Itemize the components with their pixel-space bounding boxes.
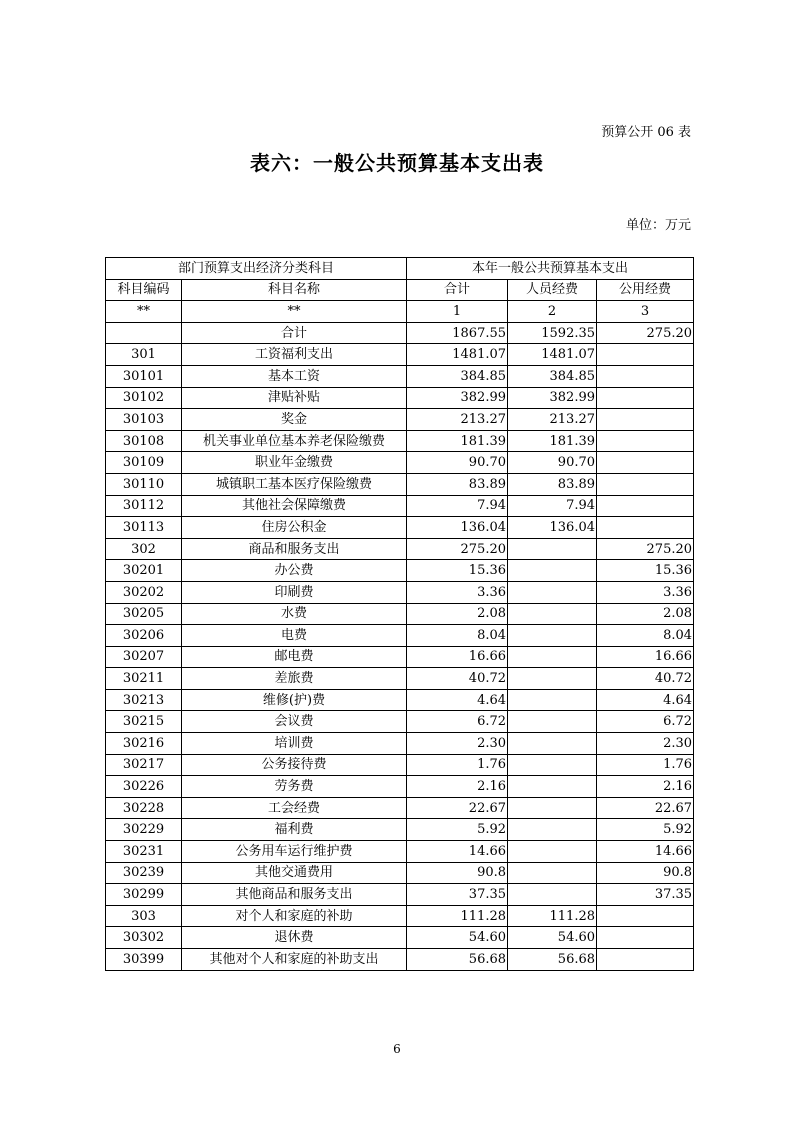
row-total-cell: 16.66 [407,646,508,668]
row-code-cell: 30205 [106,603,182,625]
table-row [106,495,694,517]
row-total-cell: 54.60 [407,927,508,949]
table-code-label: 预算公开 06 表 [601,125,691,140]
row-name-cell: 会议费 [182,711,407,733]
group-header-expenditure: 本年一般公共预算基本支出 [407,258,694,280]
row-code-cell: 30228 [106,797,182,819]
row-personnel-cell [508,581,597,603]
row-code-cell: 30239 [106,862,182,884]
row-total-cell: 8.04 [407,625,508,647]
unit-label: 单位：万元 [625,218,691,233]
row-code-cell: 30108 [106,430,182,452]
row-total-cell: 2.08 [407,603,508,625]
row-total-cell: 14.66 [407,841,508,863]
row-name-cell: 劳务费 [182,776,407,798]
row-name-cell: 工会经费 [182,797,407,819]
row-public-cell [597,387,694,409]
row-public-cell: 6.72 [597,711,694,733]
row-public-cell: 90.8 [597,862,694,884]
row-total-cell: 4.64 [407,689,508,711]
row-personnel-cell: 54.60 [508,927,597,949]
row-code-cell: 30302 [106,927,182,949]
table-row [106,819,694,841]
row-code-cell [106,322,182,344]
row-name-cell: 印刷费 [182,581,407,603]
row-code-cell: 303 [106,905,182,927]
index-row [106,301,694,323]
table-row [106,538,694,560]
row-code-cell: 30202 [106,581,182,603]
row-total-cell: 40.72 [407,668,508,690]
row-total-cell: 382.99 [407,387,508,409]
row-name-cell: 职业年金缴费 [182,452,407,474]
row-name-cell: 商品和服务支出 [182,538,407,560]
row-code-cell: 30217 [106,754,182,776]
row-total-cell: 90.8 [407,862,508,884]
row-public-cell [597,517,694,539]
group-header-classification: 部门预算支出经济分类科目 [106,258,407,280]
table-row [106,884,694,906]
row-personnel-cell [508,689,597,711]
row-personnel-cell: 111.28 [508,905,597,927]
row-public-cell: 3.36 [597,581,694,603]
row-total-cell: 275.20 [407,538,508,560]
row-total-cell: 7.94 [407,495,508,517]
row-personnel-cell [508,841,597,863]
budget-expenditure-table [105,257,694,971]
row-total-cell: 22.67 [407,797,508,819]
row-personnel-cell: 136.04 [508,517,597,539]
table-row [106,517,694,539]
row-code-cell: 30216 [106,733,182,755]
row-total-cell: 1867.55 [407,322,508,344]
row-public-cell [597,473,694,495]
row-code-cell: 30231 [106,841,182,863]
row-code-cell: 30206 [106,625,182,647]
row-personnel-cell [508,625,597,647]
row-public-cell: 4.64 [597,689,694,711]
row-public-cell: 15.36 [597,560,694,582]
table-row [106,430,694,452]
table-row [106,560,694,582]
row-code-cell: 302 [106,538,182,560]
row-personnel-cell: 384.85 [508,365,597,387]
table-row [106,387,694,409]
row-personnel-cell [508,560,597,582]
row-name-cell: 工资福利支出 [182,344,407,366]
row-public-cell [597,430,694,452]
table-row [106,322,694,344]
row-public-cell: 22.67 [597,797,694,819]
table-row [106,689,694,711]
row-code-cell: 30201 [106,560,182,582]
row-public-cell [597,495,694,517]
row-code-cell: 30226 [106,776,182,798]
row-personnel-cell: 90.70 [508,452,597,474]
column-header-code: 科目编码 [106,279,182,301]
row-public-cell: 14.66 [597,841,694,863]
table-row [106,409,694,431]
table-row [106,473,694,495]
row-code-cell: 301 [106,344,182,366]
row-public-cell: 2.08 [597,603,694,625]
row-code-cell: 30299 [106,884,182,906]
row-public-cell: 2.30 [597,733,694,755]
row-public-cell [597,365,694,387]
row-public-cell [597,927,694,949]
row-public-cell: 275.20 [597,538,694,560]
row-personnel-cell [508,646,597,668]
row-public-cell [597,344,694,366]
row-name-cell: 基本工资 [182,365,407,387]
row-public-cell: 1.76 [597,754,694,776]
column-header-total: 合计 [407,279,508,301]
row-total-cell: 2.30 [407,733,508,755]
row-public-cell: 40.72 [597,668,694,690]
row-public-cell: 37.35 [597,884,694,906]
row-personnel-cell [508,538,597,560]
row-personnel-cell [508,668,597,690]
index-cell: ** [182,301,407,323]
column-header-public: 公用经费 [597,279,694,301]
row-total-cell: 6.72 [407,711,508,733]
row-total-cell: 2.16 [407,776,508,798]
row-total-cell: 111.28 [407,905,508,927]
row-total-cell: 1481.07 [407,344,508,366]
row-personnel-cell [508,797,597,819]
table-row [106,452,694,474]
table-body [106,322,694,970]
column-header-name: 科目名称 [182,279,407,301]
row-name-cell: 水费 [182,603,407,625]
table-row [106,841,694,863]
row-personnel-cell [508,862,597,884]
row-name-cell: 公务用车运行维护费 [182,841,407,863]
row-code-cell: 30112 [106,495,182,517]
column-header-row [106,279,694,301]
row-personnel-cell [508,754,597,776]
row-public-cell: 5.92 [597,819,694,841]
row-total-cell: 15.36 [407,560,508,582]
row-personnel-cell: 181.39 [508,430,597,452]
row-public-cell: 275.20 [597,322,694,344]
row-code-cell: 30101 [106,365,182,387]
table-row [106,668,694,690]
row-total-cell: 5.92 [407,819,508,841]
table-row [106,927,694,949]
row-public-cell [597,905,694,927]
row-total-cell: 213.27 [407,409,508,431]
row-name-cell: 其他交通费用 [182,862,407,884]
row-personnel-cell: 83.89 [508,473,597,495]
table-row [106,603,694,625]
column-header-personnel: 人员经费 [508,279,597,301]
row-name-cell: 奖金 [182,409,407,431]
row-name-cell: 对个人和家庭的补助 [182,905,407,927]
table-row [106,344,694,366]
row-personnel-cell: 1592.35 [508,322,597,344]
row-total-cell: 56.68 [407,949,508,971]
row-public-cell: 2.16 [597,776,694,798]
table-row [106,625,694,647]
row-code-cell: 30103 [106,409,182,431]
row-name-cell: 其他商品和服务支出 [182,884,407,906]
row-name-cell: 福利费 [182,819,407,841]
row-personnel-cell: 213.27 [508,409,597,431]
row-total-cell: 1.76 [407,754,508,776]
table-row [106,862,694,884]
row-total-cell: 37.35 [407,884,508,906]
group-header-row [106,258,694,280]
row-name-cell: 其他对个人和家庭的补助支出 [182,949,407,971]
row-total-cell: 136.04 [407,517,508,539]
row-name-cell: 办公费 [182,560,407,582]
row-name-cell: 维修(护)费 [182,689,407,711]
row-total-cell: 90.70 [407,452,508,474]
row-public-cell [597,452,694,474]
row-public-cell [597,949,694,971]
row-code-cell: 30113 [106,517,182,539]
row-code-cell: 30229 [106,819,182,841]
table-row [106,754,694,776]
row-name-cell: 城镇职工基本医疗保险缴费 [182,473,407,495]
row-code-cell: 30109 [106,452,182,474]
table-row [106,776,694,798]
row-personnel-cell [508,884,597,906]
row-name-cell: 住房公积金 [182,517,407,539]
row-personnel-cell: 382.99 [508,387,597,409]
row-personnel-cell [508,711,597,733]
row-total-cell: 83.89 [407,473,508,495]
table-row [106,949,694,971]
row-name-cell: 合计 [182,322,407,344]
row-code-cell: 30213 [106,689,182,711]
page-number: 6 [393,1042,401,1056]
row-name-cell: 公务接待费 [182,754,407,776]
row-code-cell: 30399 [106,949,182,971]
row-personnel-cell: 1481.07 [508,344,597,366]
row-personnel-cell [508,819,597,841]
index-cell: ** [106,301,182,323]
index-cell: 3 [597,301,694,323]
row-personnel-cell [508,776,597,798]
table-row [106,797,694,819]
table-row [106,733,694,755]
row-name-cell: 退休费 [182,927,407,949]
row-name-cell: 其他社会保障缴费 [182,495,407,517]
row-name-cell: 差旅费 [182,668,407,690]
table-row [106,646,694,668]
table-row [106,581,694,603]
row-public-cell [597,409,694,431]
row-code-cell: 30211 [106,668,182,690]
row-name-cell: 机关事业单位基本养老保险缴费 [182,430,407,452]
row-personnel-cell [508,603,597,625]
index-cell: 1 [407,301,508,323]
row-public-cell: 8.04 [597,625,694,647]
page-title: 表六：一般公共预算基本支出表 [250,151,544,175]
index-cell: 2 [508,301,597,323]
row-total-cell: 384.85 [407,365,508,387]
table-row [106,905,694,927]
row-code-cell: 30110 [106,473,182,495]
row-name-cell: 津贴补贴 [182,387,407,409]
row-name-cell: 培训费 [182,733,407,755]
row-personnel-cell: 7.94 [508,495,597,517]
row-total-cell: 3.36 [407,581,508,603]
row-code-cell: 30215 [106,711,182,733]
row-name-cell: 电费 [182,625,407,647]
row-code-cell: 30207 [106,646,182,668]
row-code-cell: 30102 [106,387,182,409]
row-personnel-cell: 56.68 [508,949,597,971]
row-public-cell: 16.66 [597,646,694,668]
row-personnel-cell [508,733,597,755]
table-row [106,365,694,387]
table-row [106,711,694,733]
row-name-cell: 邮电费 [182,646,407,668]
row-total-cell: 181.39 [407,430,508,452]
